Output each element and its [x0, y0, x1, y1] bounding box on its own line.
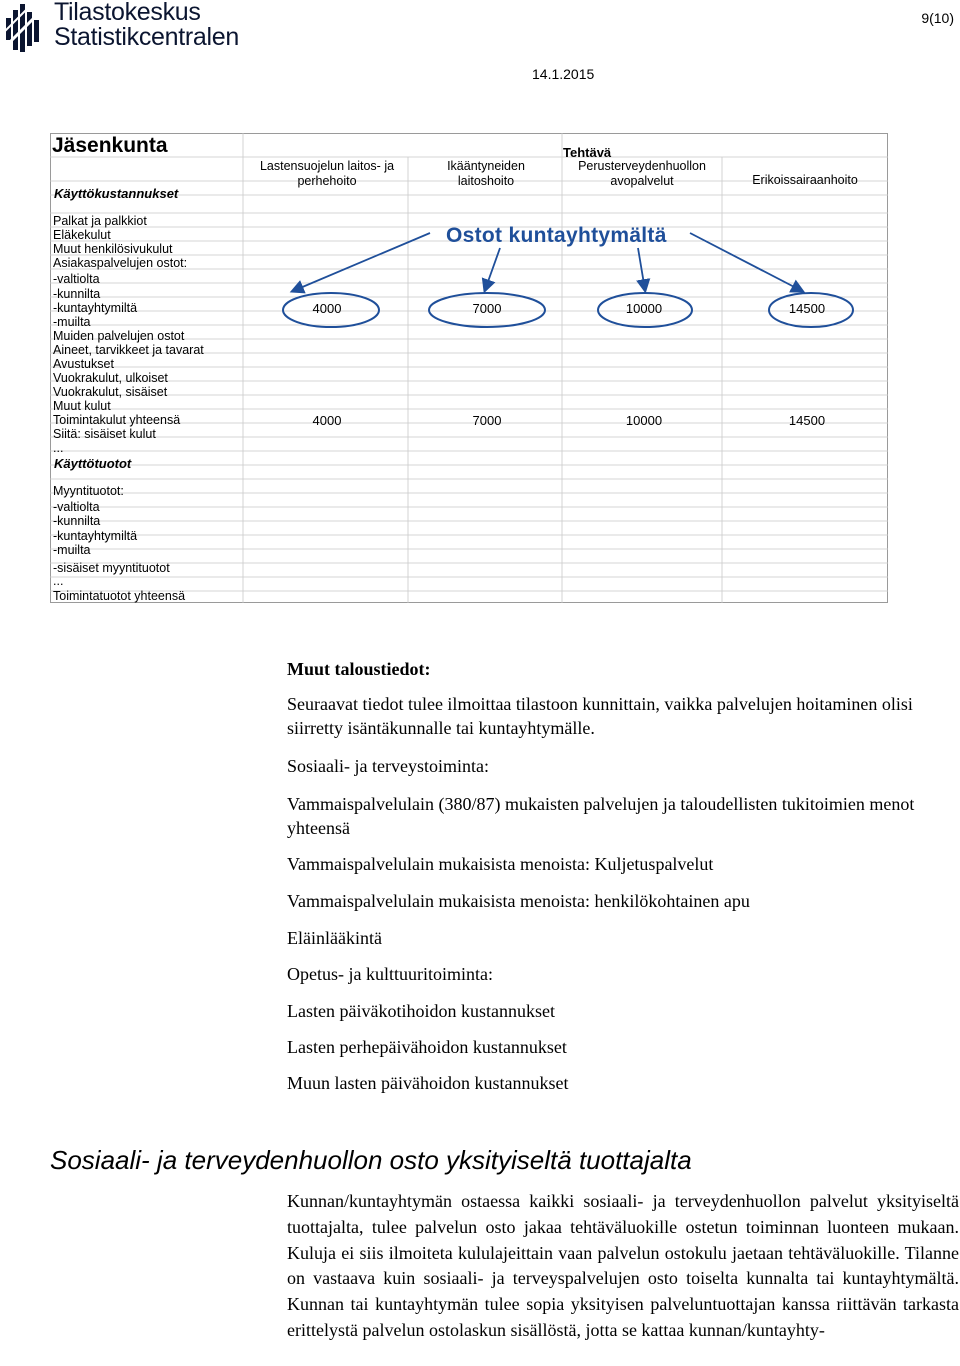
total-value: 10000	[625, 413, 663, 428]
expense-row: Siitä: sisäiset kulut	[53, 427, 156, 441]
income-row: -muilta	[53, 543, 91, 557]
expense-table-figure	[50, 133, 888, 603]
figure-title: Jäsenkunta	[52, 134, 168, 157]
document-date: 14.1.2015	[532, 66, 595, 82]
income-row: -kunnilta	[53, 514, 101, 528]
list-item: Opetus- ja kulttuuritoiminta:	[287, 964, 493, 984]
list-item: Lasten päiväkotihoidon kustannukset	[287, 1001, 555, 1021]
list-item: Sosiaali- ja terveystoiminta:	[287, 756, 489, 776]
page-number: 9(10)	[921, 10, 954, 26]
expense-row: Aineet, tarvikkeet ja tavarat	[53, 343, 204, 357]
column-header-elderly-care: Ikääntyneiden laitoshoito	[447, 159, 525, 188]
list-item: Vammaispalvelulain mukaisista menoista: Kuljetuspalvelut	[287, 854, 714, 874]
income-row: ...	[53, 574, 64, 588]
list-item: Eläinlääkintä	[287, 928, 382, 948]
income-header: Käyttötuotot	[54, 456, 132, 471]
section2-paragraph: Kunnan/kuntayhtymän ostaessa kaikki sosiaali- ja terveydenhuollon palvelut yksityiseltä tuottajalta, tulee palvelun osto jakaa tehtäväluokille ostetun toiminnan luonteen mukaan. Kuluja ei siis ilmoiteta kululajeittain vaan palvelun ostokulu jaetaan tehtäväluokille. Tilanne on vastaava kuin sosiaali- ja terveyspalvelujen osto toiselta kunnalta tai kuntayhtymältä. Kunnan tai kuntayhtymän tulee sopia yksityisen palveluntuottajan kanssa riittävän tarkasta erittelystä palvelun ostolaskun sisällöstä, jotta se kattaa kunnan/kuntayhty-	[287, 1191, 959, 1340]
expense-row: Palkat ja palkkiot	[53, 214, 147, 228]
column-header-specialized-care: Erikoissairaanhoito	[752, 173, 858, 187]
income-row: -kuntayhtymiltä	[53, 529, 138, 543]
task-header: Tehtävä	[563, 145, 612, 160]
kuntayhtyma-value: 4000	[312, 301, 342, 316]
total-value: 14500	[788, 413, 826, 428]
list-item: Vammaispalvelulain (380/87) mukaisten palvelujen ja taloudellisten tukitoimien menot yhteensä	[287, 794, 915, 838]
list-item: Muun lasten päivähoidon kustannukset	[287, 1073, 569, 1093]
income-row: Toimintatuotot yhteensä	[53, 589, 186, 603]
expense-row: -valtiolta	[53, 272, 100, 286]
expense-row: ...	[53, 441, 64, 455]
expense-row: Vuokrakulut, ulkoiset	[53, 371, 168, 385]
total-value: 4000	[312, 413, 342, 428]
logo-line-sv: Statistikcentralen	[54, 23, 239, 51]
expense-row: Muiden palvelujen ostot	[53, 329, 185, 343]
income-row: Myyntituotot:	[53, 484, 124, 498]
total-value: 7000	[472, 413, 502, 428]
expense-row: Avustukset	[53, 357, 114, 371]
expense-row: Muut henkilösivukulut	[53, 242, 173, 256]
kuntayhtyma-value: 14500	[788, 301, 826, 316]
column-header-child-welfare: Lastensuojelun laitos- ja perhehoito	[259, 159, 395, 188]
expense-row: Asiakaspalvelujen ostot:	[53, 256, 188, 270]
kuntayhtyma-value: 7000	[472, 301, 502, 316]
logo-line-fi: Tilastokeskus	[54, 0, 201, 26]
list-item: Vammaispalvelulain mukaisista menoista: henkilökohtainen apu	[287, 891, 750, 911]
income-row: -valtiolta	[53, 500, 100, 514]
list-item: Lasten perhepäivähoidon kustannukset	[287, 1037, 567, 1057]
kuntayhtyma-value: 10000	[625, 301, 663, 316]
expense-row: Toimintakulut yhteensä	[53, 413, 181, 427]
expense-row: Muut kulut	[53, 399, 111, 413]
section-intro: Seuraavat tiedot tulee ilmoittaa tilastoon kunnittain, vaikka palvelujen hoitaminen olisi siirretty isäntäkunnalle tai kuntayhtymälle.	[287, 694, 913, 738]
expense-row: Eläkekulut	[53, 228, 111, 242]
column-header-primary-care: Perusterveydenhuollon avopalvelut	[578, 159, 706, 188]
expense-row: -kunnilta	[53, 287, 101, 301]
expenses-header: Käyttökustannukset	[54, 186, 179, 201]
statistics-finland-logo-icon	[4, 2, 46, 54]
section2-heading: Sosiaali- ja terveydenhuollon osto yksityiseltä tuottajalta	[50, 1145, 692, 1175]
callout-label: Ostot kuntayhtymältä	[446, 224, 667, 247]
expense-row: Vuokrakulut, sisäiset	[53, 385, 168, 399]
logo-wordmark	[54, 0, 239, 50]
expense-row: -kuntayhtymiltä	[53, 301, 138, 315]
section-heading: Muut taloustiedot:	[287, 659, 431, 679]
income-row: -sisäiset myyntituotot	[53, 561, 170, 575]
expense-row: -muilta	[53, 315, 91, 329]
